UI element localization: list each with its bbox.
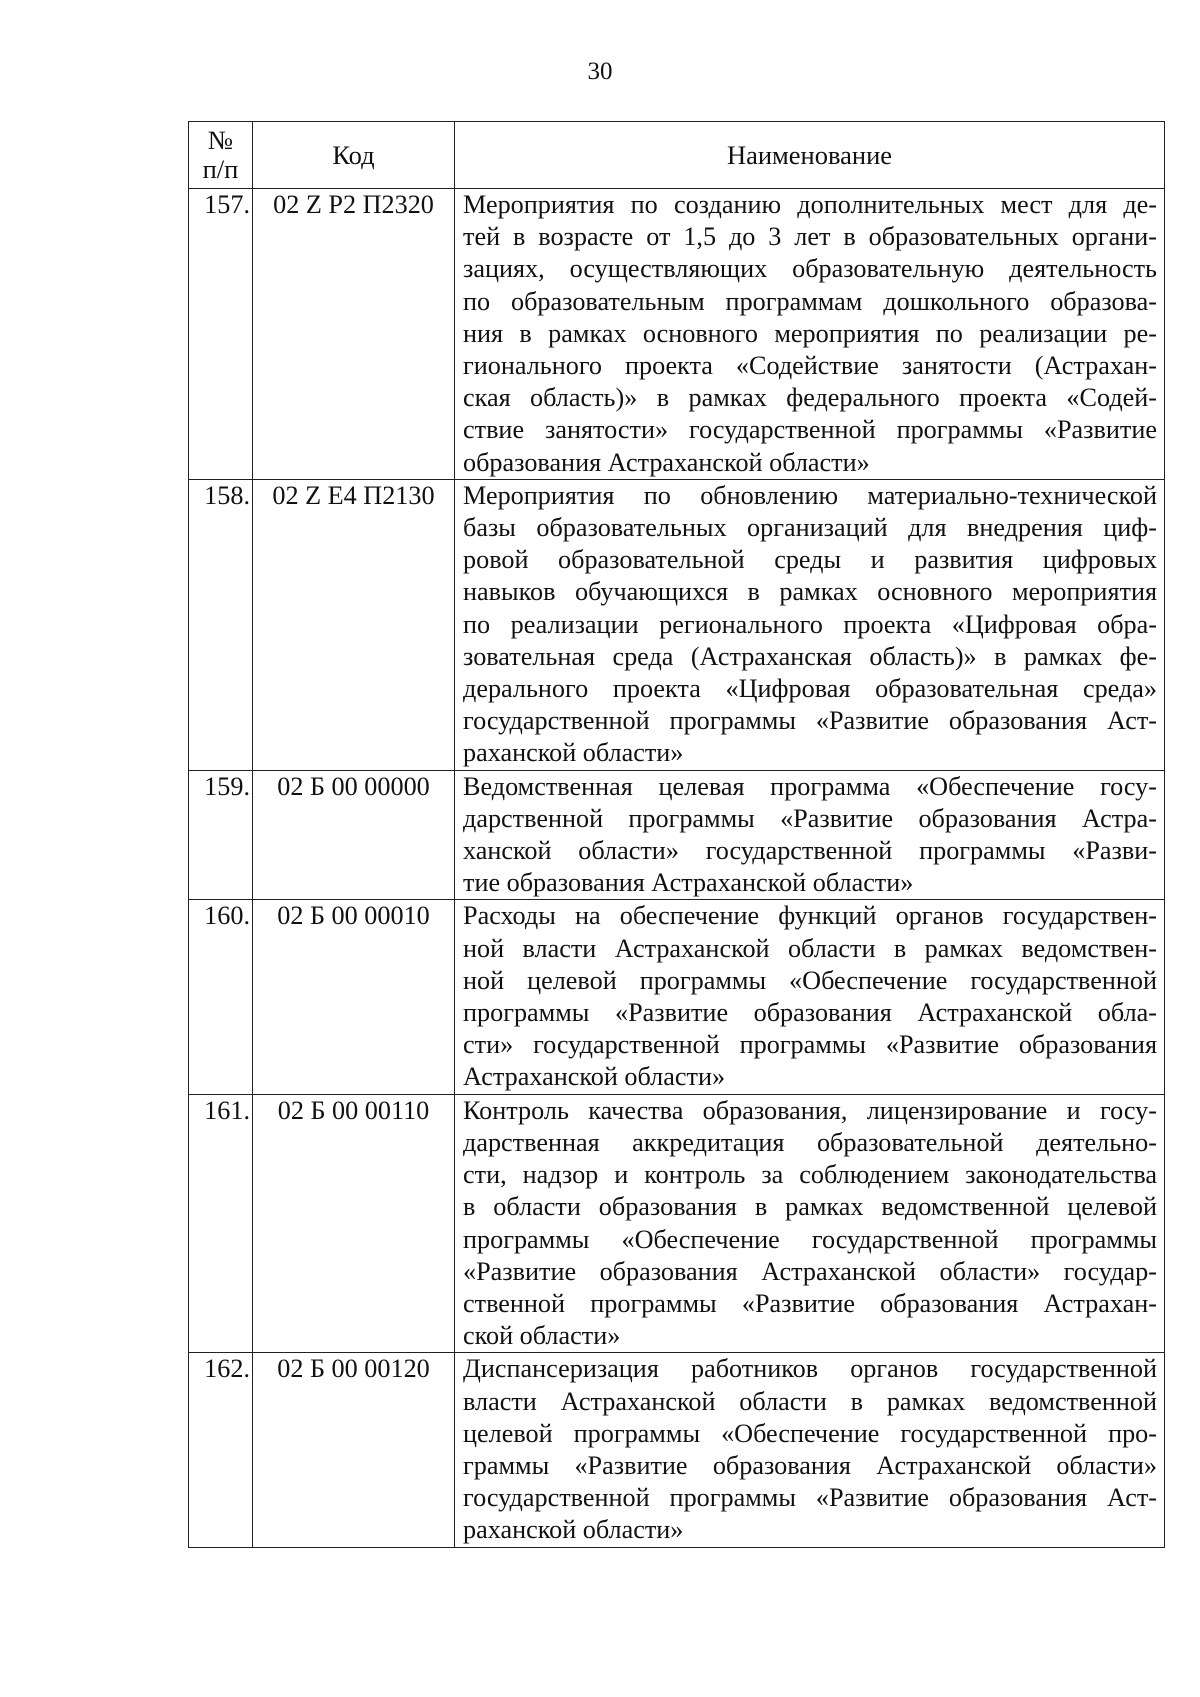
row-name-line: сти, надзор и контроль за соблюдением законодательства (463, 1160, 1157, 1190)
row-code: 02 Б 00 00010 (253, 900, 455, 1094)
row-name-line: дарственная аккредитация образовательной деятельно- (463, 1127, 1157, 1157)
row-name-line: раханской области» (463, 738, 684, 768)
row-name-line: Мероприятия по созданию дополнительных мест для де- (463, 190, 1157, 219)
row-number: 159. (189, 770, 253, 900)
row-code: 02 Z P2 П2320 (253, 189, 455, 480)
row-name-line: ной власти Астраханской области в рамках ведомствен- (463, 933, 1157, 963)
row-name-line: дерального проекта «Цифровая образовательная среда» (463, 674, 1157, 704)
row-name-line: Ведомственная целевая программа «Обеспечение госу- (463, 771, 1157, 801)
codes-table (188, 121, 1165, 1548)
row-name (455, 770, 1165, 900)
header-number-abbr: п/п (202, 154, 239, 184)
row-name-line: государственной программы «Развитие образования Аст- (463, 706, 1157, 736)
row-number: 162. (189, 1353, 253, 1547)
row-code: 02 Б 00 00000 (253, 770, 455, 900)
row-name (455, 900, 1165, 1094)
table-body (189, 189, 1165, 1548)
header-number (189, 122, 253, 189)
row-number: 158. (189, 479, 253, 770)
row-name-line: тей в возрасте от 1,5 до 3 лет в образовательных органи- (463, 222, 1157, 252)
row-name-line: по образовательным программам дошкольного образова- (463, 286, 1157, 316)
row-name-line: гионального проекта «Содействие занятости (Астрахан- (463, 351, 1157, 381)
table-row (189, 1353, 1165, 1547)
page-number (0, 58, 1200, 86)
row-name-line: Расходы на обеспечение функций органов государствен- (463, 901, 1157, 931)
row-name-line: в области образования в рамках ведомственной целевой (463, 1192, 1157, 1222)
row-name-line: целевой программы «Обеспечение государственной про- (463, 1418, 1157, 1448)
row-name-line: образования Астраханской области» (463, 447, 870, 477)
table-row (189, 770, 1165, 900)
row-name-line: по реализации регионального проекта «Цифровая обра- (463, 609, 1157, 639)
row-name-line: Астраханской области» (463, 1062, 726, 1092)
row-name (455, 189, 1165, 480)
row-code: 02 Z E4 П2130 (253, 479, 455, 770)
row-name-line: раханской области» (463, 1515, 684, 1545)
row-name-line: Диспансеризация работников органов государственной (463, 1354, 1157, 1384)
row-name-line: граммы «Развитие образования Астраханской области» (463, 1450, 1157, 1480)
row-name-line: власти Астраханской области в рамках ведомственной (463, 1386, 1157, 1416)
row-name-line: дарственной программы «Развитие образования Астра- (463, 803, 1157, 833)
row-number: 160. (189, 900, 253, 1094)
row-name-line: ственной программы «Развитие образования Астрахан- (463, 1288, 1157, 1318)
row-number: 161. (189, 1094, 253, 1353)
row-name-line: программы «Обеспечение государственной программы (463, 1224, 1157, 1254)
table-row (189, 479, 1165, 770)
table-row (189, 1094, 1165, 1353)
row-name-line: базы образовательных организаций для внедрения циф- (463, 513, 1157, 543)
header-row (189, 122, 1165, 189)
table-row (189, 189, 1165, 480)
row-name-line: Контроль качества образования, лицензирование и госу- (463, 1095, 1157, 1125)
row-name-line: навыков обучающихся в рамках основного мероприятия (463, 577, 1157, 607)
row-name-line: ровой образовательной среды и развития цифровых (463, 545, 1157, 575)
header-code: Код (253, 122, 455, 189)
row-name-line: тие образования Астраханской области» (463, 868, 914, 898)
row-name-line: ствие занятости» государственной программы «Развитие (463, 415, 1157, 445)
table-header (189, 122, 1165, 189)
row-name (455, 1353, 1165, 1547)
row-name-line: ская область)» в рамках федерального проекта «Содей- (463, 383, 1157, 413)
row-name (455, 1094, 1165, 1353)
row-name-line: Мероприятия по обновлению материально-технической (463, 480, 1157, 510)
row-name-line: программы «Развитие образования Астраханской обла- (463, 998, 1157, 1028)
row-name-line: ханской области» государственной программы «Разви- (463, 836, 1157, 866)
row-name-line: сти» государственной программы «Развитие образования (463, 1030, 1157, 1060)
row-name-line: зациях, осуществляющих образовательную деятельность (463, 254, 1157, 284)
page-number-text: 30 (587, 58, 613, 85)
row-name-line: «Развитие образования Астраханской области» государ- (463, 1256, 1157, 1286)
header-name: Наименование (455, 122, 1165, 189)
row-name (455, 479, 1165, 770)
header-number-symbol: № (207, 125, 234, 155)
table-row (189, 900, 1165, 1094)
row-name-line: ния в рамках основного мероприятия по реализации ре- (463, 318, 1157, 348)
row-code: 02 Б 00 00120 (253, 1353, 455, 1547)
row-code: 02 Б 00 00110 (253, 1094, 455, 1353)
row-name-line: государственной программы «Развитие образования Аст- (463, 1483, 1157, 1513)
row-name-line: зовательная среда (Астраханская область)» в рамках фе- (463, 641, 1157, 671)
row-name-line: ной целевой программы «Обеспечение государственной (463, 965, 1157, 995)
row-name-line: ской области» (463, 1321, 621, 1351)
row-number: 157. (189, 189, 253, 480)
